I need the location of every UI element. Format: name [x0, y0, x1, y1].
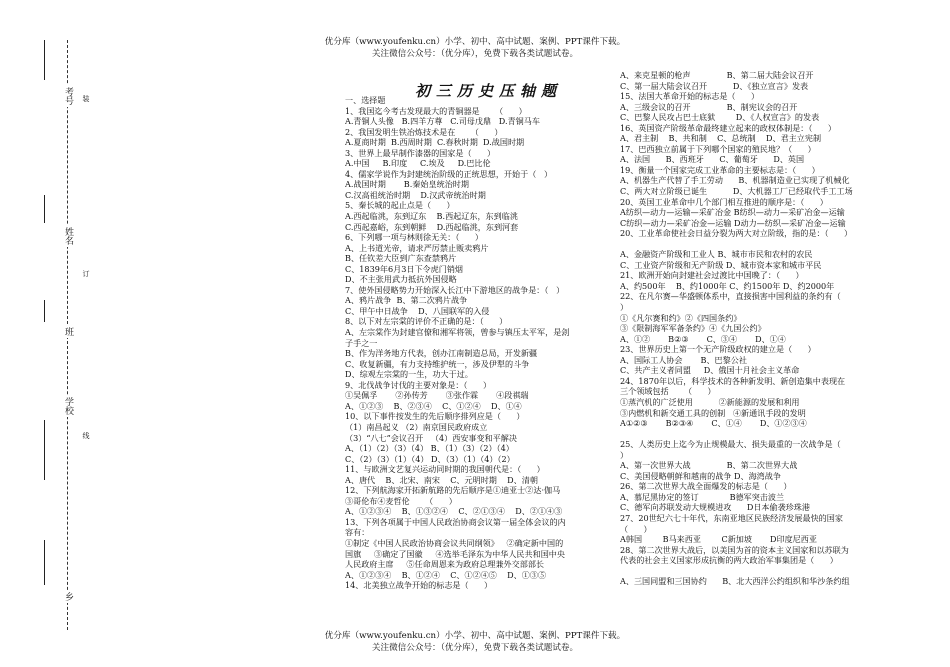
text-line: A、三国同盟和三国协约 B、北大西洋公约组织和华沙条约组	[620, 576, 850, 587]
text-line: C.汉高祖统治时期 D.汉武帝统治时期	[345, 189, 486, 200]
text-line: 三个领域包括 （ ）	[620, 386, 716, 397]
text-line: A、第一次世界大战 B、第二次世界大战	[620, 460, 798, 471]
text-line: （ ）	[620, 523, 652, 534]
text-line: 4、儒家学说作为封建统治阶级的正统思想，开始于（ ）	[345, 168, 553, 179]
text-line: C.西起嘉峪，东到朝鲜 D.西起临洮，东到河套	[345, 221, 519, 232]
text-line	[620, 239, 900, 250]
text-line: A.夏商时期 B.西周时期 C.春秋时期 D.战国时期	[345, 137, 525, 148]
text-line: 12、下列航海家开拓新航路的先后顺序是①迪亚士②达·伽马	[345, 485, 561, 496]
binding-mark-3: 线	[82, 432, 90, 439]
text-line: A、（1）（2）（3）（4） B、（1）（3）（2）（4）	[345, 443, 514, 454]
text-line: C、工业资产阶级和无产阶级 D、城市资本家和城市平民	[620, 259, 822, 270]
text-line: 15、法国大革命开始的标志是（ ）	[620, 91, 760, 102]
text-line: ）	[620, 302, 629, 313]
text-line: A.青铜人头像 B.四羊方尊 C.司母戊鼎 D.青铜马车	[345, 116, 540, 127]
label-township: 乡	[63, 592, 73, 601]
footer-line-1: 优分库（www.youfenku.cn）小学、初中、高中试题、案例、PPT课件下载。	[324, 631, 626, 641]
text-line: A、左宗棠作为封建官僚和湘军将领，曾参与镇压太平军，是刽	[345, 327, 570, 338]
text-line: C、德军向苏联发动大规模进攻 D日本偷袭珍珠港	[620, 502, 810, 513]
name-blank[interactable]	[44, 195, 45, 223]
text-line	[620, 429, 900, 440]
text-line: 28、第二次世界大战后，以美国为首的资本主义国家和以苏联为	[620, 544, 849, 555]
text-line: 7、使外国侵略势力开始深入长江中下游地区的战争是：（ ）	[345, 284, 565, 295]
text-line: 16、英国资产阶级革命最终建立起来的政权体制是：（ ）	[620, 122, 836, 133]
header-line-2: 关注微信公众号：（优分库），免费下载各类试题试卷。	[371, 49, 579, 59]
class-blank[interactable]	[44, 300, 45, 322]
text-line: ①蒸汽机的广泛使用 ②新能源的发展和利用	[620, 396, 800, 407]
label-school: 学校	[63, 397, 73, 415]
text-line: 1、我国迄今考古发现最大的青铜器是 （ ）	[345, 105, 527, 116]
text-line: C、巴黎人民攻占巴士底狱 D、《人权宣言》的发表	[620, 112, 820, 123]
text-line: 21、欧洲开始向封建社会过渡比中国晚了：（ ）	[620, 270, 804, 281]
text-line: C、（2）（3）（1）（4） D、（3）（1）（4）（2）	[345, 453, 515, 464]
text-line: C、甲午中日战争 D、八国联军的入侵	[345, 305, 490, 316]
text-line: 17、巴西独立前属于下列哪个国家的殖民地？（ ）	[620, 143, 816, 154]
text-line: 14、北美独立战争开始的标志是（ ）	[345, 580, 493, 591]
text-line: 26、第二次世界大战全面爆发的标志是（ ）	[620, 481, 792, 492]
text-line: A、①②③ B、②③④ C、①②④ D、①④	[345, 400, 522, 411]
text-line: D、综观左宗棠的一生，功大于过。	[345, 369, 473, 380]
text-line: A.中国 B.印度 C.埃及 D.巴比伦	[345, 158, 491, 169]
text-line: 22、在凡尔赛—华盛顿体系中，直接损害中国利益的条约有（	[620, 291, 841, 302]
text-line: C、两大对立阶级已诞生 D、大机器工厂已经取代手工工场	[620, 186, 853, 197]
text-line: ③内燃机和新交通工具的创制 ④新通讯手段的发明	[620, 407, 806, 418]
text-line: C、共产主义者同盟 D、俄国十月社会主义革命	[620, 365, 800, 376]
text-line: 23、世界历史上第一个无产阶级政权的建立是（ ）	[620, 344, 816, 355]
text-line: 25、人类历史上迄今为止规模最大、损失最重的一次战争是（	[620, 439, 841, 450]
text-line: 3、世界上最早制作漆器的国家是（ ）	[345, 147, 496, 158]
text-line: ①吴佩孚 ②孙传芳 ③张作霖 ④段祺瑞	[345, 390, 529, 401]
text-line: 5、秦长城的起止点是（ ）	[345, 200, 455, 211]
text-line: A、唐代 B、北宋、南宋 C、元明时期 D、清朝	[345, 474, 538, 485]
text-line: A、①②③④ B、①②④ C、①②④⑤ D、①③⑤	[345, 569, 547, 580]
text-line: 11、与欧洲文艺复兴运动同时期的我国朝代是：（ ）	[345, 464, 545, 475]
text-line: A韩国 B马来西亚 C新加坡 D印度尼西亚	[620, 534, 817, 545]
text-line: A、三级会议的召开 B、制宪议会的召开	[620, 101, 798, 112]
text-line: A.战国时期 B.秦始皇统治时期	[345, 179, 469, 190]
text-line: 10、以下事件按发生的先后顺序排列应是（ ）	[345, 411, 525, 422]
binding-mark-1: 装	[82, 95, 90, 102]
text-line: ①《凡尔赛和约》②《四国条约》	[620, 312, 742, 323]
page-title: 初三历史压轴题	[415, 82, 563, 100]
exam-number-blank[interactable]	[44, 40, 45, 80]
text-line	[620, 566, 900, 577]
text-line: A纺织—动力—运输—采矿冶金 B纺织—动力—采矿冶金—运输	[620, 207, 845, 218]
text-line: 容有：	[345, 527, 370, 538]
township-blank[interactable]	[44, 540, 45, 585]
text-line: 6、下列哪一项与林则徐无关：（ ）	[345, 232, 483, 243]
text-line: B、任钦差大臣到广东查禁鸦片	[345, 253, 457, 264]
text-line: A、①②③④ B、①③②④ C、②①③④ D、②①④③	[345, 506, 563, 517]
header-line-1: 优分库（www.youfenku.cn）小学、初中、高中试题、案例、PPT课件下载。	[324, 37, 626, 47]
text-line: C、第一届大陆会议召开 D、《独立宣言》发表	[620, 80, 809, 91]
label-name: 姓名	[63, 227, 73, 245]
text-line: A、①② B②③ C、③④ D、①④	[620, 333, 786, 344]
text-line: ③《限制海军军备条约》④《九国公约》	[620, 323, 766, 334]
text-line: 13、下列各项属于中国人民政治协商会议第一届全体会议的内	[345, 516, 566, 527]
text-line: （1）南昌起义 （2）南京国民政府成立	[345, 421, 488, 432]
text-line: 人民政府主席 ⑤任命周恩来为政府总理兼外交部部长	[345, 559, 545, 570]
text-line: ③哥伦布④麦哲伦 （ ）	[345, 495, 457, 506]
text-line: 19、衡量一个国家完成工业革命的主要标志是：（ ）	[620, 164, 820, 175]
text-line: A、君主制 B、共和制 C、总统制 D、君主立宪制	[620, 133, 822, 144]
text-line: A①②③ B②③④ C、①④ D、①②③④	[620, 418, 807, 429]
text-line: C、收复新疆，有力支持维护统一，涉及伊犁的斗争	[345, 358, 530, 369]
text-line: 2、我国发明生铁冶炼技术是在 （ ）	[345, 126, 503, 137]
text-line: A、上书道光帝，请求严厉禁止贩卖鸦片	[345, 242, 489, 253]
text-line: A、国际工人协会 B、巴黎公社	[620, 354, 747, 365]
text-line: A、来克星顿的枪声 B、第二届大陆会议召开	[620, 70, 814, 80]
page-header	[0, 36, 950, 60]
text-line: C、美国侵略朝鲜和越南的战争 D、海湾战争	[620, 470, 781, 481]
text-line: A、鸦片战争 B、第二次鸦片战争	[345, 295, 468, 306]
text-line: 27、20世纪六七十年代，东南亚地区民族经济发展最快的国家	[620, 512, 843, 523]
text-line: 国旗 ③确定了国徽 ④选举毛泽东为中华人民共和国中央	[345, 548, 565, 559]
text-line: 代表的社会主义国家形成抗衡的两大政治军事集团是（ ）	[620, 555, 838, 566]
footer-line-2: 关注微信公众号：（优分库），免费下载各类试题试卷。	[371, 643, 579, 653]
left-column	[345, 95, 610, 591]
text-line: A、约500年 B、约1000年 C、约1500年 D、约2000年	[620, 280, 835, 291]
text-line: B、作为洋务地方代表，创办江南制造总局，开发新疆	[345, 348, 538, 359]
text-line: A、法国 B、西班牙 C、葡萄牙 D、英国	[620, 154, 805, 165]
text-line: （3）“八七”会议召开 （4）西安事变和平解决	[345, 432, 517, 443]
text-line: ）	[620, 449, 629, 460]
text-line: 一、选择题	[345, 95, 386, 105]
right-column	[620, 70, 900, 587]
text-line: C纺织—动力—采矿冶金—运输 D动力—纺织—采矿冶金—运输	[620, 217, 846, 228]
label-exam-number: 考号	[63, 87, 73, 105]
text-line: 9、北伐战争讨伐的主要对象是：（ ）	[345, 379, 492, 390]
text-line: A、慕尼黑协定的签订 B德军突击波兰	[620, 491, 785, 502]
text-line: 20、工业革命使社会日益分裂为两大对立阶级，指的是：（ ）	[620, 228, 853, 239]
text-line: A.西起临洮，东到辽东 B.西起辽东，东到临洮	[345, 211, 518, 222]
binding-mark-2: 订	[82, 270, 90, 277]
label-class: 班	[63, 327, 73, 336]
text-line: 24、1870年以后，科学技术的各种新发明、新创造集中表现在	[620, 375, 846, 386]
text-line: D、不主张用武力抵抗外国侵略	[345, 274, 457, 285]
text-line: 20、英国工业革命中几个部门相互推进的顺序是：（ ）	[620, 196, 828, 207]
school-blank[interactable]	[44, 420, 45, 480]
text-line: C、1839年6月3日下令虎门销烟	[345, 263, 464, 274]
text-line: ①制定《中国人民政治协商会议共同纲领》 ②确定新中国的	[345, 537, 564, 548]
text-line: 子手之一	[345, 337, 378, 348]
text-line: 8、以下对左宗棠的评价不正确的是：（ ）	[345, 316, 508, 327]
page-footer	[0, 630, 950, 654]
text-line: A、金融资产阶级和工业人 B、城市市民和农村的农民	[620, 249, 813, 260]
text-line: A、机器生产代替了手工劳动 B、机器制造业已实现了机械化	[620, 175, 850, 186]
